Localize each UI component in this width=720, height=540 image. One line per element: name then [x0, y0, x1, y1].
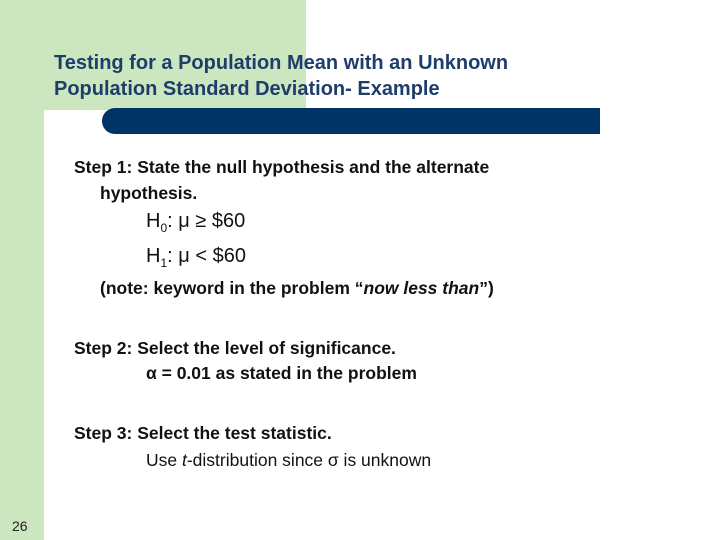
step-2-detail: α = 0.01 as stated in the problem: [146, 363, 417, 383]
keyword-note-suffix: ”): [479, 278, 494, 298]
keyword-note-keyword: now less than: [363, 278, 480, 298]
alternate-hypothesis: [146, 245, 246, 270]
step-3-label: Step 3: Select the test statistic.: [74, 423, 332, 443]
step-3-detail: [146, 450, 431, 471]
slide-title-line-1: Testing for a Population Mean with an Unknown: [54, 52, 509, 74]
step-2-label: Step 2: Select the level of significance.: [74, 338, 396, 358]
alternate-hypothesis-symbol: H: [146, 245, 161, 267]
step-3-detail-prefix: Use: [146, 450, 182, 470]
step-3-detail-italic: t: [181, 450, 187, 470]
decorative-green-strip: [0, 0, 44, 540]
slide-title-line-2: Population Standard Deviation- Example: [54, 78, 440, 100]
step-1-text: [74, 154, 634, 206]
step-1-line-1: Step 1: State the null hypothesis and the alternate: [74, 157, 490, 177]
title-underline-bar: [102, 108, 600, 134]
null-hypothesis-statement: : μ ≥ $60: [167, 210, 246, 232]
step-1-line-2: hypothesis.: [100, 183, 198, 203]
alternate-hypothesis-subscript: 1: [160, 256, 168, 270]
step-3-detail-suffix: -distribution since σ is unknown: [186, 450, 432, 470]
slide-title: [54, 50, 634, 102]
keyword-note-prefix: (note: keyword in the problem “: [100, 278, 364, 298]
alternate-hypothesis-statement: : μ < $60: [167, 245, 246, 267]
null-hypothesis-symbol: H: [146, 210, 161, 232]
null-hypothesis: [146, 210, 245, 235]
null-hypothesis-subscript: 0: [160, 221, 168, 235]
slide-number: 26: [12, 518, 28, 534]
keyword-note: [100, 278, 494, 299]
